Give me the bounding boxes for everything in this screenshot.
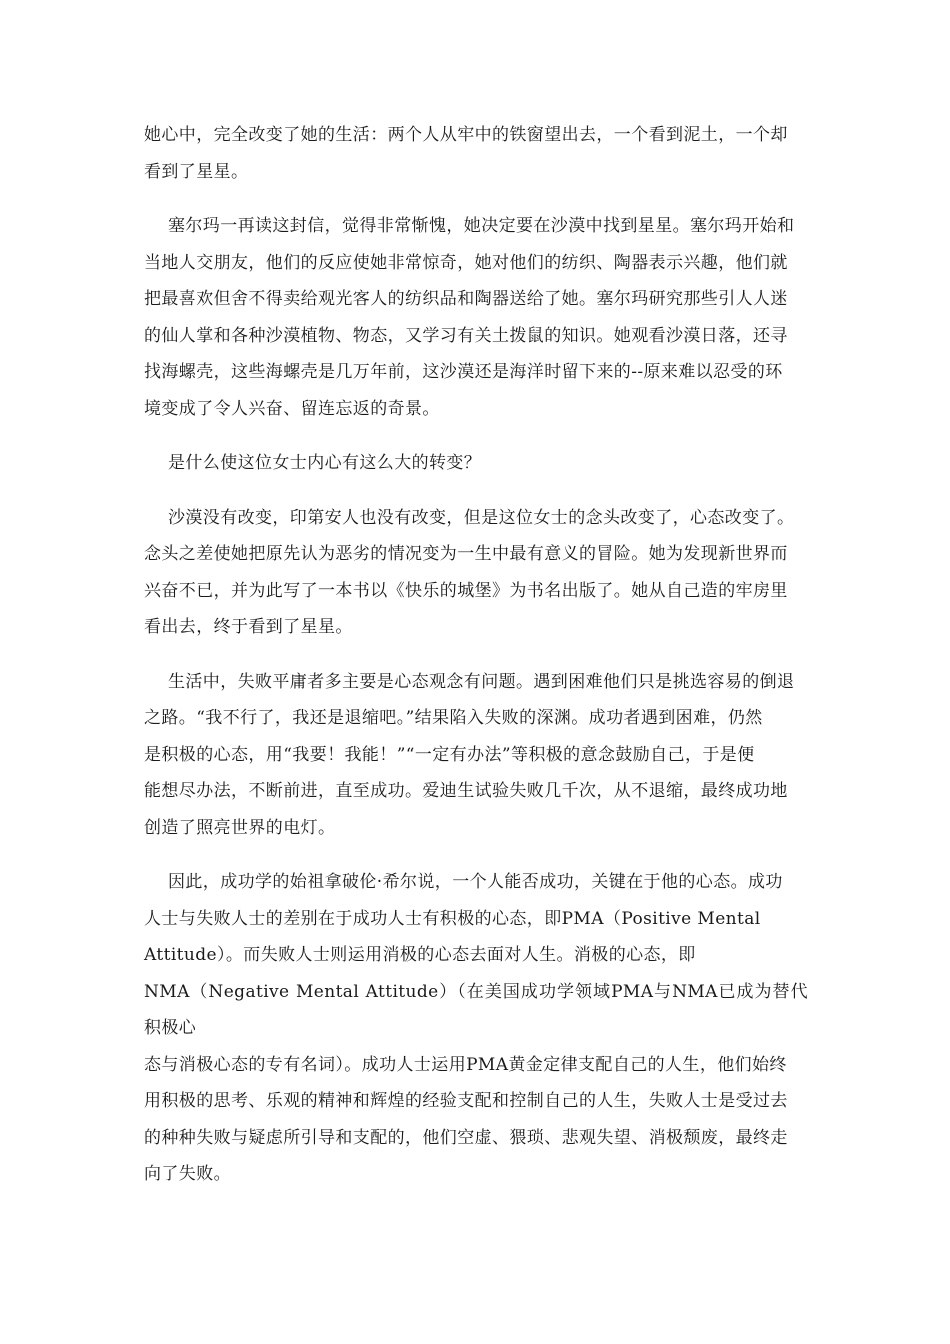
text-line: 当地人交朋友，他们的反应使她非常惊奇，她对他们的纺织、陶器表示兴趣，他们就 bbox=[144, 252, 788, 273]
text-line: 态与消极心态的专有名词）。成功人士运用PMA黄金定律支配自己的人生，他们始终 bbox=[144, 1054, 787, 1075]
text-line: 念头之差使她把原先认为恶劣的情况变为一生中最有意义的冒险。她为发现新世界而 bbox=[144, 544, 788, 564]
text-line: 把最喜欢但舍不得卖给观光客人的纺织品和陶器送给了她。塞尔玛研究那些引人人迷 bbox=[144, 289, 788, 309]
text-line: 生活中，失败平庸者多主要是心态观念有问题。遇到困难他们只是挑选容易的倒退 bbox=[168, 671, 795, 692]
text-line: 兴奋不已，并为此写了一本书以《快乐的城堡》为书名出版了。她从自己造的牢房里 bbox=[144, 580, 788, 601]
text-line: 沙漠没有改变，印第安人也没有改变，但是这位女士的念头改变了，心态改变了。 bbox=[168, 507, 795, 528]
text-line: 向了失败。 bbox=[144, 1164, 231, 1184]
text-line: 境变成了令人兴奋、留连忘返的奇景。 bbox=[144, 398, 440, 419]
text-line: 看到了星星。 bbox=[144, 161, 249, 182]
text-line: 是积极的心态，用“我要！我能！”“一定有办法”等积极的意念鼓励自己，于是便 bbox=[144, 744, 755, 765]
paragraph-1 bbox=[144, 117, 808, 190]
text-line: 之路。“我不行了，我还是退缩吧。”结果陷入失败的深渊。成功者遇到困难，仍然 bbox=[144, 708, 763, 728]
text-line: 能想尽办法，不断前进，直至成功。爱迪生试验失败几千次，从不退缩，最终成功地 bbox=[144, 781, 788, 801]
text-line: 塞尔玛一再读这封信，觉得非常惭愧，她决定要在沙漠中找到星星。塞尔玛开始和 bbox=[168, 216, 795, 236]
text-line: 找海螺壳，这些海螺壳是几万年前，这沙漠还是海洋时留下来的--原来难以忍受的环 bbox=[144, 362, 783, 382]
text-line: 人士与失败人士的差别在于成功人士有积极的心态，即PMA（Positive Mental bbox=[144, 908, 761, 929]
text-line: 看出去，终于看到了星星。 bbox=[144, 617, 353, 637]
text-line: NMA（Negative Mental Attitude）（在美国成功学领域PMA与NMA已成为替代积极心 bbox=[144, 981, 808, 1038]
paragraph-5 bbox=[144, 664, 808, 847]
text-line: Attitude）。而失败人士则运用消极的心态去面对人生。消极的心态，即 bbox=[144, 945, 696, 965]
text-line: 她心中，完全改变了她的生活：两个人从牢中的铁窗望出去，一个看到泥土，一个却 bbox=[144, 125, 788, 145]
text-line: 创造了照亮世界的电灯。 bbox=[144, 817, 336, 838]
text-line: 的仙人掌和各种沙漠植物、物态，又学习有关土拨鼠的知识。她观看沙漠日落，还寻 bbox=[144, 325, 788, 346]
paragraph-6 bbox=[144, 864, 808, 1193]
text-line: 因此，成功学的始祖拿破伦·希尔说，一个人能否成功，关键在于他的心态。成功 bbox=[168, 872, 783, 892]
text-line: 的种种失败与疑虑所引导和支配的，他们空虚、猥琐、悲观失望、消极颓废，最终走 bbox=[144, 1127, 788, 1148]
paragraph-2 bbox=[144, 208, 808, 427]
paragraph-4 bbox=[144, 500, 808, 646]
paragraph-3 bbox=[144, 445, 808, 482]
text-line: 用积极的思考、乐观的精神和辉煌的经验支配和控制自己的人生，失败人士是受过去 bbox=[144, 1091, 788, 1111]
text-line: 是什么使这位女士内心有这么大的转变？ bbox=[168, 453, 482, 473]
